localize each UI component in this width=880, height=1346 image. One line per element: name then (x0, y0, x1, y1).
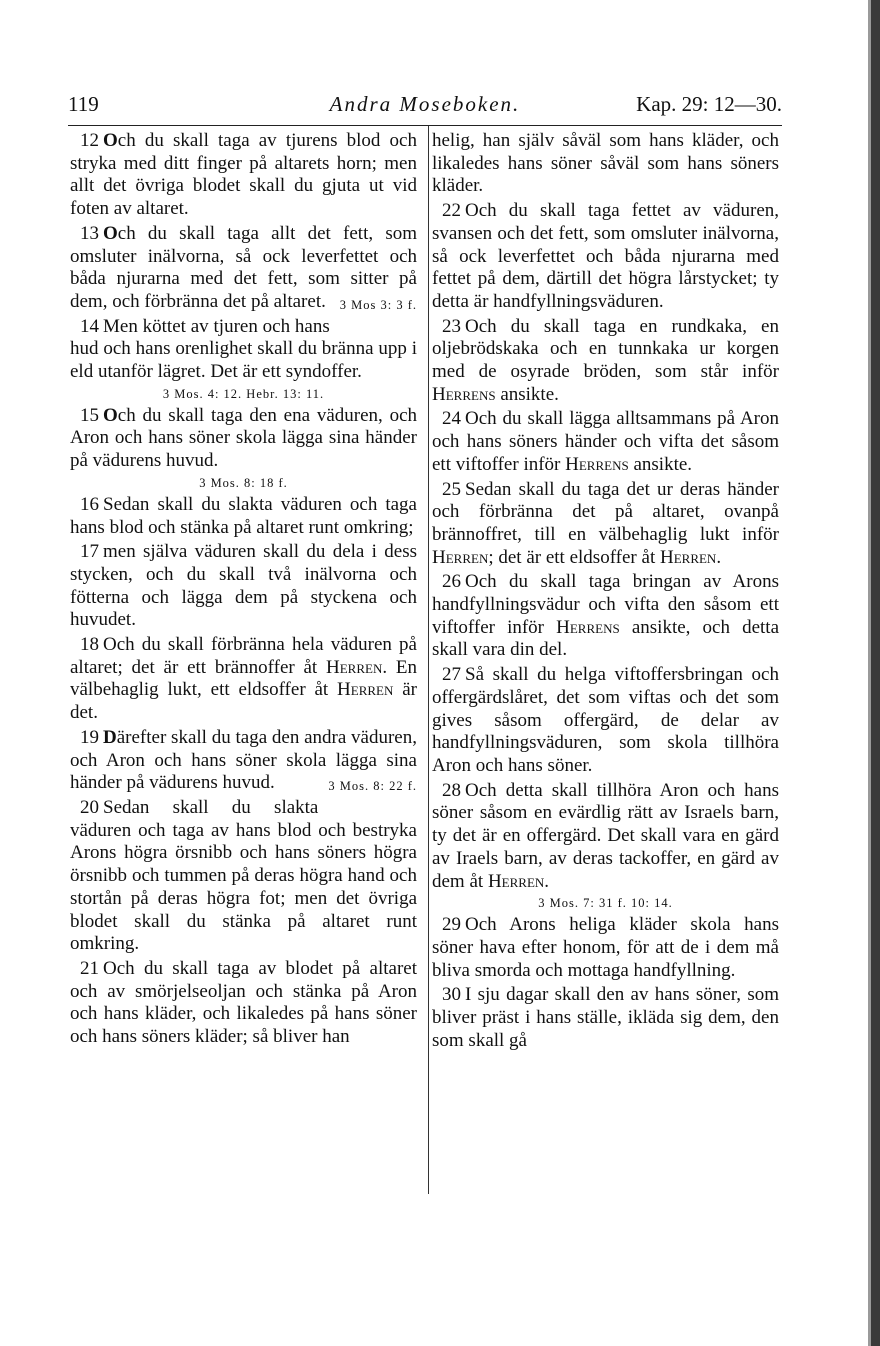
divine-name: Herren (487, 870, 545, 892)
book-title: Andra Moseboken. (329, 92, 521, 116)
verse-text: . En välbehaglig lukt, ett eldsoffer åt (70, 656, 418, 701)
column-divider (428, 126, 429, 1194)
verse-text: Sedan skall du slakta väduren och taga hans blod och stänka på altaret runt omkring; (70, 493, 417, 538)
verse-text: Och Arons heliga kläder skola hans söner hava efter honom, för att de i dem må bliva smorda och mottaga handfyllning. (432, 914, 779, 981)
verse-text: ansikte. (495, 383, 559, 405)
verse-text: . (544, 870, 550, 892)
verse-number: 15 (80, 404, 99, 426)
divine-name: Herren (432, 546, 489, 568)
verse-number: 30 (442, 984, 461, 1006)
cross-reference: 3 Mos. 4: 12. Hebr. 13: 11. (162, 386, 325, 401)
verse-16 (70, 494, 417, 539)
verse-number: 19 (80, 726, 99, 748)
verse-13 (70, 223, 417, 314)
right-column (432, 130, 779, 1054)
verse-text: ansikte, och detta skall vara din del. (432, 616, 779, 661)
cross-reference: 3 Mos 3: 3 f. (339, 297, 417, 312)
verse-26 (432, 571, 779, 662)
verse-text: Och detta skall tillhöra Aron och hans söner såsom en evärdlig rätt av Israels barn, ty det är en offergärd. Det skall vara en gärd av Iraels barn, av deras tackoffer, en gärd av dem åt (432, 779, 779, 892)
verse-number: 16 (80, 493, 99, 515)
verse-initial: O (103, 404, 118, 426)
verse-number: 21 (80, 957, 99, 979)
verse-text: Men köttet av tjuren och hans hud och hans orenlighet skall du bränna upp i eld utanför lägret. Det är ett syndoffer. (70, 315, 417, 383)
verse-17 (70, 541, 417, 632)
verse-text: ch du skall taga den ena väduren, och Aron och hans söner skola lägga sina händer på vädurens huvud. (70, 404, 417, 472)
verse-number: 22 (442, 200, 461, 222)
verse-27 (432, 664, 779, 778)
verse-18 (70, 634, 417, 725)
verse-text: ansikte. (628, 453, 693, 475)
verse-text: I sju dagar skall den av hans söner, som bliver präst i hans ställe, ikläda sig dem, den som skall gå (432, 984, 779, 1051)
page-edge (871, 0, 880, 1346)
verse-initial: O (103, 222, 118, 244)
verse-number: 17 (80, 541, 99, 563)
verse-number: 27 (442, 664, 461, 686)
verse-initial: D (103, 726, 117, 748)
verse-12 (70, 130, 417, 221)
verse-20 (70, 797, 417, 956)
verse-text: Och du skall lägga alltsammans på Aron och hans söners händer och vifta det såsom ett viftoffer inför (432, 408, 779, 475)
verse-text: men själva väduren skall du dela i dess stycken, och du skall två inälvorna och fötterna och lägga dem på styckena och huvudet. (70, 541, 417, 631)
verse-number: 29 (442, 914, 461, 936)
verse-text: ; det är ett eldsoffer åt (488, 546, 660, 568)
divine-name: Herren (337, 679, 394, 701)
verse-text: Sedan skall du taga det ur deras händer och förbränna det på altaret, ovanpå brännoffret, till en välbehaglig lukt inför (432, 478, 779, 545)
divine-name: Herrens (565, 453, 629, 475)
verse-28 (432, 780, 779, 894)
header-rule (68, 125, 782, 126)
divine-name: Herren (326, 656, 383, 678)
cross-reference: 3 Mos. 8: 22 f. (328, 779, 417, 794)
verse-30 (432, 984, 779, 1052)
running-header (68, 90, 782, 124)
verse-text: ch du skall taga allt det fett, som omsluter inälvorna, så ock leverfettet och båda njurarna med det fett, som sitter på dem, och förbränna det på altaret. (70, 222, 417, 312)
verse-text: helig, han själv såväl som hans kläder, och likaledes hans söner såväl som hans söners kläder. (432, 130, 779, 197)
divine-name: Herrens (432, 383, 496, 405)
verse-number: 18 (80, 634, 99, 656)
verse-29 (432, 914, 779, 982)
verse-text: är det. (70, 679, 417, 724)
verse-text: Och du skall förbränna hela väduren på altaret; det är ett brännoffer åt (70, 634, 417, 678)
verse-number: 23 (442, 315, 461, 337)
verse-number: 26 (442, 571, 461, 593)
verse-14 (70, 316, 417, 384)
verse-21-continued (432, 130, 779, 198)
divine-name: Herren (659, 546, 717, 568)
verse-23 (432, 316, 779, 407)
verse-text: Och du skall taga en rundkaka, en oljebrödskaka och en tunnkaka ur korgen med de osyrade bröden, som står inför (432, 315, 779, 383)
verse-text: ch du skall taga av tjurens blod och stryka med ditt finger på altarets horn; men allt det övriga blodet skall du gjuta ut vid foten av altaret. (70, 130, 417, 220)
verse-15 (70, 405, 417, 473)
verse-text: Så skall du helga viftoffersbringan och offergärdslåret, det som viftas och det som gives såsom offergärd, de delar av handfyllningsväduren, som skola tillhöra Aron och hans söner. (432, 664, 779, 776)
verse-text: . (716, 546, 722, 568)
verse-text: Och du skall taga av blodet på altaret och av smörjelseoljan och stänka på Aron och hans kläder, och likaledes på hans söner och hans söners kläder; så bliver han (70, 957, 417, 1048)
verse-number: 28 (442, 779, 461, 801)
verse-text: ärefter skall du taga den andra väduren, och Aron och hans söner skola lägga sina händer på vädurens huvud. (70, 726, 417, 794)
verse-number: 13 (80, 222, 99, 244)
cross-reference: 3 Mos. 7: 31 f. 10: 14. (538, 896, 673, 911)
cross-reference: 3 Mos. 8: 18 f. (199, 475, 288, 490)
verse-21 (70, 958, 417, 1049)
verse-text: Sedan skall du slakta väduren och taga av hans blod och bestryka Arons högra örsnibb och hans söners högra örsnibb och tummen på deras högra hand och stortån på deras högra fot; men det övriga blodet skall du stänka på altaret runt omkring. (70, 796, 417, 955)
chapter-reference: Kap. 29: 12—30. (636, 92, 782, 116)
verse-text: Och du skall taga bringan av Arons handfyllningsvädur och vifta den såsom ett viftoffer inför (432, 571, 779, 638)
verse-19 (70, 727, 417, 795)
verse-number: 24 (442, 408, 461, 430)
verse-25 (432, 479, 779, 570)
verse-number: 20 (80, 796, 99, 818)
verse-24 (432, 408, 779, 476)
verse-number: 14 (80, 315, 99, 337)
divine-name: Herrens (556, 616, 620, 638)
page-number: 119 (68, 92, 99, 116)
verse-text: Och du skall taga fettet av väduren, svansen och det fett, som omsluter inälvorna, så ock leverfettet och båda njurarna med fettet på dem, därtill det högra lårstycket; ty detta är handfyllningsväduren. (432, 200, 779, 312)
verse-22 (432, 200, 779, 314)
verse-number: 12 (80, 130, 99, 151)
verse-number: 25 (442, 478, 461, 500)
verse-initial: O (103, 130, 118, 151)
left-column (70, 130, 417, 1051)
